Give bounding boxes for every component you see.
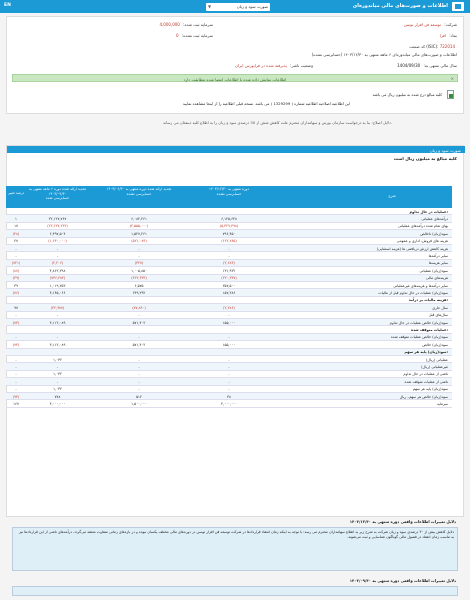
cell-col1: (۵,۳۲۹,۳۹۸) [219,224,239,229]
table-row [6,238,452,245]
table-row [6,326,452,333]
cell-col2: (۳۶۲,۴۳۳) [131,276,147,281]
row-label: سود(زیان) ناخالص [420,231,448,236]
cell-change-pct: - [15,335,17,340]
row-label: غیرعملیاتی (ریال) [421,364,448,369]
row-label: درآمدهای عملیاتی [421,216,448,221]
cell-change-pct: ۱ [15,216,17,221]
changes-reason-box-2 [12,586,458,596]
cell-col1: ۱۵۵,۰۰۰ [222,320,236,325]
cell-col2: (۵۲۱,۰۸۴) [131,239,147,244]
cell-col1: ۱۵۵,۰۰۰ [222,342,236,347]
close-icon[interactable]: × [450,76,454,82]
amount-unit-note: کلیه مبالغ درج شده به میلیون ریال می باشد [372,92,442,97]
row-label: بهای تمام شده درآمدهای عملیاتی [398,224,448,229]
cell-col1: - [228,335,230,340]
cell-col2: - [138,387,140,392]
cell-change-pct: - [15,246,17,251]
cell-col1: ۲۵۷,۵۰۰ [222,283,236,288]
cell-col1: (۲۲۰,۲۳۷) [221,276,237,281]
cell-col2: (۴,۵۵۵,۰۰۰) [129,224,149,229]
cell-col1: (۶۶۲,۸۴۵) [221,239,237,244]
table-row [6,260,452,267]
row-label: عملیات متوقف شده: [410,327,448,332]
cell-col3: ۳,۱۱۲,۰۸۹ [49,320,66,325]
cell-change-pct: - [15,387,17,392]
cell-col3: ۲۲,۱۲۷,۷۶۷ [48,216,67,221]
changes-reason-box-1: دلایل کاهش بیش از ۳۰ درصدی سود و زیان شرکت به شرح زیر به اطلاع سهامداران محترم می رسد: با توجه به اینکه زمان انعقاد قراردادها در شرکت توسعه فن افزار توسن در دوره‌های مالی مختلف یکسان نبوده و در بازه‌های زمانی متفاوت منعقد می‌گردد، درآمدهای ناشی از این قراردادها نیز به تناسب زمان انعقاد در فصول مالی گوناگون شناسایی و ثبت می‌شوند. [12,527,458,571]
cell-col3: (۳۲,۹۷۷) [50,305,65,310]
unregistered-capital: سرمایه ثبت نشده: 0 [175,33,213,38]
cell-change-pct: ۲۷ [14,239,18,244]
cell-col2: (۷۷,۸۹۰) [132,305,146,310]
table-row [6,275,452,282]
cell-col1: - [228,372,230,377]
top-bar [0,0,470,13]
row-label: سال‌های قبل [428,313,448,318]
company-info-card [6,16,464,114]
cell-change-pct: (۷۳) [12,320,20,325]
row-label: سایر هزینه‌ها [428,261,448,266]
cell-col2: - [138,379,140,384]
cell-col3: ۱,۰۳۲ [53,357,62,362]
cell-change-pct: - [15,364,17,369]
changes-reason-title-1: دلایل تغییرات اطلاعات واقعی دوره منتهی به ۱۴۰۳/۱۲/۳۰ [349,519,456,524]
cell-change-pct: - [15,379,17,384]
row-label: هزینه‌های مالی [426,276,448,281]
cell-change-pct: ۱۶۷ [13,401,19,406]
row-label: سود(زیان) خالص عملیات متوقف شده [390,335,448,340]
cell-col1: (۲,۶۸۳) [223,261,235,266]
cell-col3: - [56,246,59,251]
cell-col2: - [138,253,140,258]
cell-col3: ۷۷۸ [54,394,61,399]
header-col1: دوره منتهی به ۱۴۰۳/۱۲/۳۰ حسابرسی نشده [209,187,249,196]
cell-col3: - [56,335,59,340]
cell-col3: - [56,364,59,369]
cell-col2: ۵۷۱,۴۰۲ [132,342,146,347]
correction-reason: دلایل اصلاح: بنا به درخواست سازمان بورس و سهامداران محترم علت کاهش شش از 30 درصدی سود و زیان را به اطلاع کلیه ذینفعان می رساند. [163,120,392,125]
cell-col1: ۶,۱۲۵,۶۴۸ [221,216,237,221]
row-label: سود(زیان) خالص هر سهم– ریال [399,394,448,399]
table-unit-note: کلیه مبالغ به میلیون ریال است [393,156,457,161]
cell-col1: - [228,246,230,251]
row-label: هزینه مالیات بر درآمد: [408,298,448,303]
cell-col2: ۶,۵۷۵ [134,283,144,288]
cell-col3: (۱,۶۳۰,۰۰۰) [48,239,67,244]
cell-col2: - [138,357,140,362]
cell-col2: ۱,۵۰۰,۰۰۰ [131,401,147,406]
excel-download-icon[interactable] [447,90,454,99]
row-label: سایر درآمدها و هزینه‌های غیرعملیاتی [393,283,448,288]
cell-col2: - [138,313,140,318]
table-row [6,319,452,326]
cell-col3: - [56,379,59,384]
cell-change-pct: (۹۳) [12,394,20,399]
row-label: سود(زیان) عملیات در حال تداوم قبل از مالیات [378,290,448,295]
cell-col3: - [56,313,59,318]
table-row [6,282,452,289]
cell-col3: ۶,۴۹۷,۵۰۴ [49,231,66,236]
changes-reason-title-2: دلایل تغییرات اطلاعات واقعی دوره منتهی به ۱۴۰۳/۰۹/۳۰ [349,578,456,583]
table-row [6,208,452,215]
row-label: سود(زیان) پایه هر سهم: [404,350,448,355]
cell-col1: - [228,387,230,392]
report-type-value: صورت سود و زیان [236,4,268,9]
cell-change-pct: (۳۹) [12,276,20,281]
row-label: سال جاری [432,305,448,310]
row-label: سرمایه [437,401,448,406]
cell-col3: ۴,۸۶۲,۲۹۸ [49,268,66,273]
cell-col1: - [228,357,230,362]
row-label: هزینه های فروش، اداری و عمومی [396,239,448,244]
cell-change-pct: - [15,357,17,362]
company-isic: کد صنعت (ISIC): 722014 [409,44,455,49]
cell-change-pct: - [15,313,17,318]
row-label: عملیات در حال تداوم: [409,209,448,214]
cell-col2: ۱,۵۲۷,۲۶۱ [131,231,147,236]
table-row [6,334,452,341]
cell-col2: ۶,۰۸۲,۲۶۱ [131,216,147,221]
registered-capital: سرمایه ثبت شده: 4,000,000 [159,22,213,27]
table-row [6,356,452,363]
correction-note[interactable]: این اطلاعیه اصلاحیه اطلاعیه شماره ( 1329299 ) می باشد. نسخه قبلی اطلاعیه را از اینجا مشاهده نمایید [182,101,350,106]
codal-logo-icon [452,2,464,11]
cell-col3: ۳,۱۱۲,۰۸۹ [49,342,66,347]
table-row [6,393,452,400]
report-type-select[interactable] [206,3,270,11]
cell-col2: (۳۲۷) [134,261,144,266]
cell-change-pct: ۹۷ [14,305,18,310]
language-toggle[interactable]: EN [4,3,11,8]
period-description: اطلاعات و صورت‌های مالی میاندوره‌ای ۶ ماهه منتهی به ۱۴۰۳/۱۲/۳۰ (حسابرسی نشده) [311,52,457,57]
cell-change-pct: - [15,253,17,258]
cell-col2: - [138,372,140,377]
fiscal-year-end: سال مالی منتهی به: 1404/09/30 [397,63,457,68]
verification-banner [12,74,458,82]
chevron-down-icon: ▼ [208,4,212,9]
table-row [6,312,452,319]
row-label: ناشی از عملیات متوقف شده [404,379,448,384]
table-row [6,252,452,259]
table-row [6,223,452,230]
table-header [6,186,452,208]
header-description: شرح [388,194,396,198]
cell-col1: ۱۳۱,۹۲۲ [222,268,236,273]
row-label: سایر درآمدها [428,253,448,258]
cell-col1: - [228,253,230,258]
cell-change-pct: (۷۶) [12,290,20,295]
cell-col2: ۵۷۱,۴۰۲ [132,320,146,325]
header-change-pct: درصد تغییر [7,191,25,195]
cell-change-pct: ۱۷ [14,224,18,229]
cell-col3: ۱,۰۳۲ [53,372,62,377]
row-label: سود(زیان) خالص [422,342,448,347]
company-name: شرکت: توسعه فن افزار توسن [403,22,457,27]
income-statement-title: صورت سود و زیان [7,146,465,153]
row-label: سود(زیان) خالص عملیات در حال تداوم [389,320,448,325]
cell-change-pct: - [15,372,17,377]
cell-change-pct: ۳۹ [14,283,18,288]
cell-col3: (۲,۲۰۶) [51,261,64,266]
row-label: ناشی از عملیات در حال تداوم [403,372,448,377]
table-row [6,363,452,370]
table-row [6,400,452,407]
cell-col2: ۱,۰۰۵,۸۵۰ [131,268,147,273]
cell-col3: ۱,۰۱۹,۲۵۲ [49,283,66,288]
publisher-status: وضعیت ناشر: پذیرفته شده در فرابورس ایران [234,63,313,68]
table-row [6,289,452,296]
cell-col2: ۶۴۹,۲۹۲ [132,290,146,295]
header-col2: تجدید ارائه شده دوره منتهی به ۱۴۰۳/۰۶/۳۰ حسابرسی نشده [106,187,172,196]
header-col3: تجدید ارائه شده دوره ۶ ماهه منتهی به ۱۴۰۳/۰۹/۳۰ حسابرسی شده [29,187,86,200]
cell-col1: - [228,313,230,318]
cell-col1: - [228,379,230,384]
table-row [6,215,452,222]
cell-col1: ۷۹۶,۴۵۰ [222,231,236,236]
cell-col2: ۵۱۲ [136,394,142,399]
table-row [6,297,452,304]
cell-change-pct: (۸۷) [12,268,20,273]
row-label: سود(زیان) عملیاتی [419,268,448,273]
company-symbol: نماد: افرا [439,33,457,38]
table-row [6,386,452,393]
table-row [6,378,452,385]
cell-col3: ۳,۱۴۵,۰۶۶ [49,290,66,295]
cell-change-pct: (۷۲۱) [11,261,21,266]
cell-col2: - [138,246,140,251]
table-row [6,267,452,274]
row-label: هزینه کاهش ارزش دریافتنی ها (هزینه استثنایی) [376,246,448,251]
row-label: عملیاتی (ریال) [426,357,448,362]
page-title: اطلاعات و صورت‌های مالی میاندوره‌ای [352,3,448,9]
banner-text: اطلاعات نمایش داده شده با اطلاعات امضا شده مطابقت دارد [183,76,287,82]
table-row [6,349,452,356]
cell-col3: (۷۳۶,۴۸۴) [49,276,66,281]
table-row [6,371,452,378]
table-row [6,245,452,252]
table-row [6,341,452,348]
table-row [6,230,452,237]
row-label: سود(زیان) پایه هر سهم [412,387,448,392]
cell-col2: - [138,364,140,369]
cell-col3: ۴,۰۰۰,۰۰۰ [49,401,66,406]
cell-col3: (۲۲,۶۲۷,۲۶۳) [47,224,68,229]
cell-col3: ۱,۰۳۲ [53,387,62,392]
cell-change-pct: (۴۸) [12,231,20,236]
cell-col3: - [56,253,59,258]
cell-col1: ۱۵۷,۲۸۶ [222,290,236,295]
cell-col1: (۲,۲۸۶) [223,305,235,310]
cell-col1: ۴,۰۰۰,۰۰۰ [221,401,237,406]
table-row [6,304,452,311]
cell-col1: - [228,364,230,369]
cell-change-pct: (۷۳) [12,342,20,347]
cell-col2: - [138,335,140,340]
cell-col1: ۳۸ [227,394,231,399]
